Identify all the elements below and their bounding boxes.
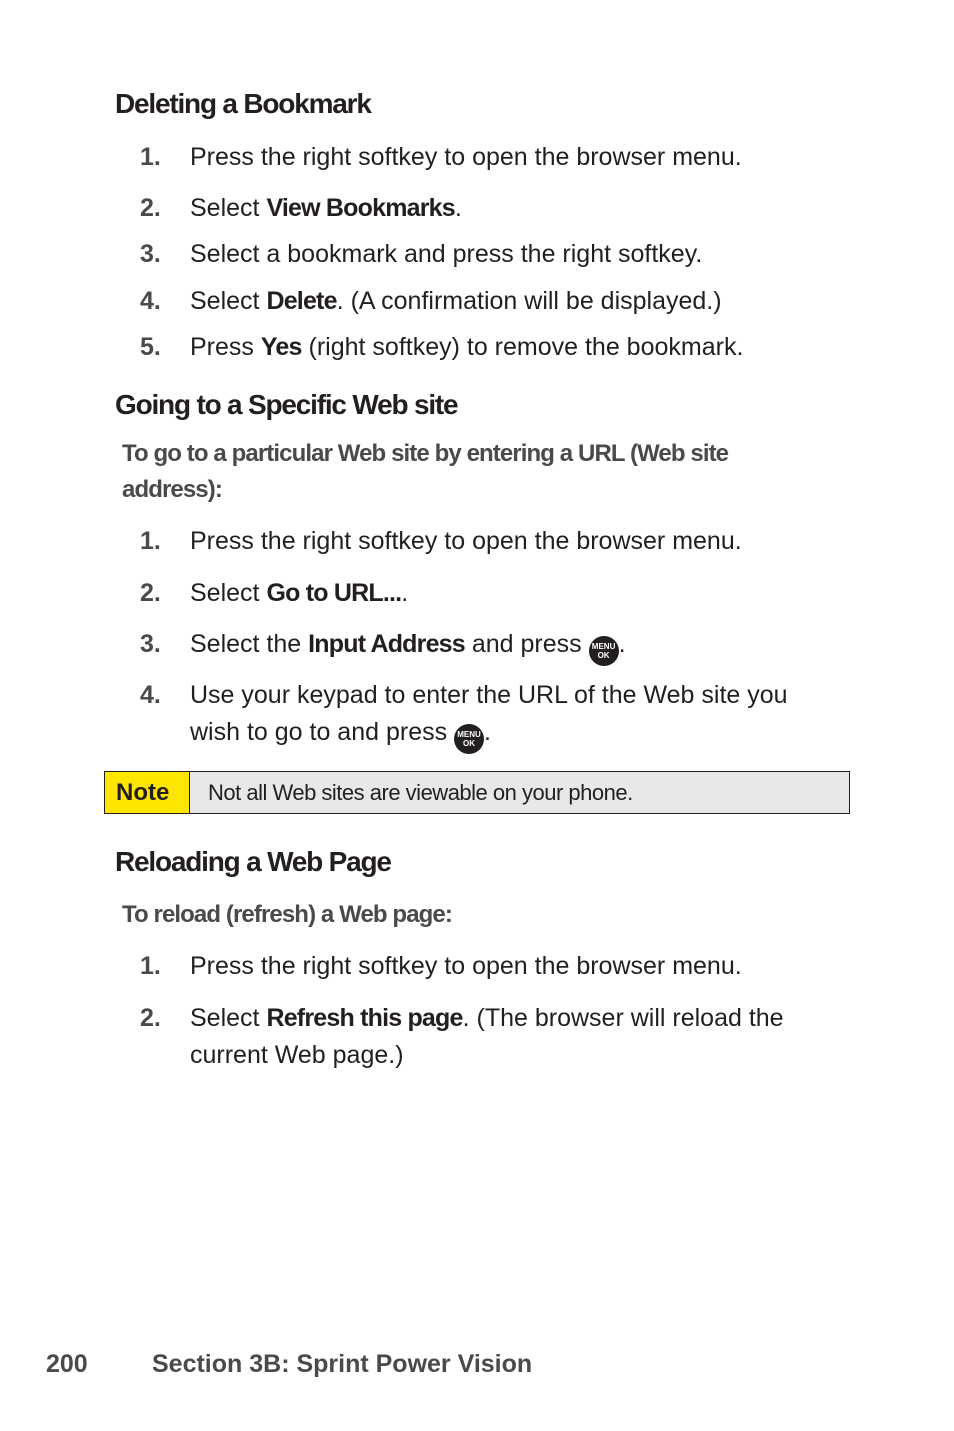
- step-number: 3.: [140, 240, 161, 268]
- section-title-footer: Section 3B: Sprint Power Vision: [152, 1350, 533, 1378]
- step-text: Select the Input Address and press MENU OK .: [190, 626, 830, 666]
- step-number: 2.: [140, 1004, 161, 1032]
- step-number: 2.: [140, 194, 161, 222]
- note-text: Not all Web sites are viewable on your phone.: [208, 779, 633, 805]
- menu-option-view-bookmarks: View Bookmarks: [266, 194, 455, 222]
- section-intro: To go to a particular Web site by entering a URL (Web site address):: [122, 440, 729, 503]
- note-box: [104, 771, 850, 814]
- note-label: Note: [105, 772, 190, 813]
- menu-ok-key-icon: MENU OK: [454, 724, 484, 754]
- menu-option-delete: Delete: [266, 287, 337, 315]
- step-text: Select Delete. (A confirmation will be displayed.): [190, 287, 722, 315]
- step-number: 4.: [140, 287, 161, 315]
- step-text: Press the right softkey to open the browser menu.: [190, 952, 742, 980]
- section-heading-reloading-web-page: Reloading a Web Page: [115, 846, 391, 877]
- step-number: 5.: [140, 333, 161, 361]
- step-number: 4.: [140, 681, 161, 709]
- section-intro: To reload (refresh) a Web page:: [122, 901, 452, 928]
- step-text: Use your keypad to enter the URL of the Web site you wish to go to and press MENU OK .: [190, 677, 830, 754]
- step-text: Select View Bookmarks.: [190, 194, 462, 222]
- step-text: Press Yes (right softkey) to remove the bookmark.: [190, 333, 744, 361]
- step-text: Select a bookmark and press the right softkey.: [190, 240, 703, 268]
- softkey-yes: Yes: [260, 333, 302, 361]
- field-input-address: Input Address: [308, 630, 465, 658]
- section-heading-deleting-bookmark: Deleting a Bookmark: [115, 88, 371, 119]
- step-text: Select Refresh this page. (The browser will reload the current Web page.): [190, 1004, 784, 1069]
- menu-ok-key-icon: MENU OK: [589, 636, 619, 666]
- step-number: 3.: [140, 630, 161, 658]
- step-number: 1.: [140, 952, 161, 980]
- step-number: 2.: [140, 579, 161, 607]
- step-text: Select Go to URL....: [190, 579, 409, 607]
- step-number: 1.: [140, 143, 161, 171]
- step-number: 1.: [140, 527, 161, 555]
- section-heading-going-to-web-site: Going to a Specific Web site: [115, 389, 458, 420]
- step-text: Press the right softkey to open the browser menu.: [190, 143, 742, 171]
- page-number: 200: [46, 1350, 88, 1378]
- step-text: Press the right softkey to open the browser menu.: [190, 527, 742, 555]
- menu-option-go-to-url: Go to URL...: [266, 579, 402, 607]
- menu-option-refresh-this-page: Refresh this page: [266, 1004, 463, 1032]
